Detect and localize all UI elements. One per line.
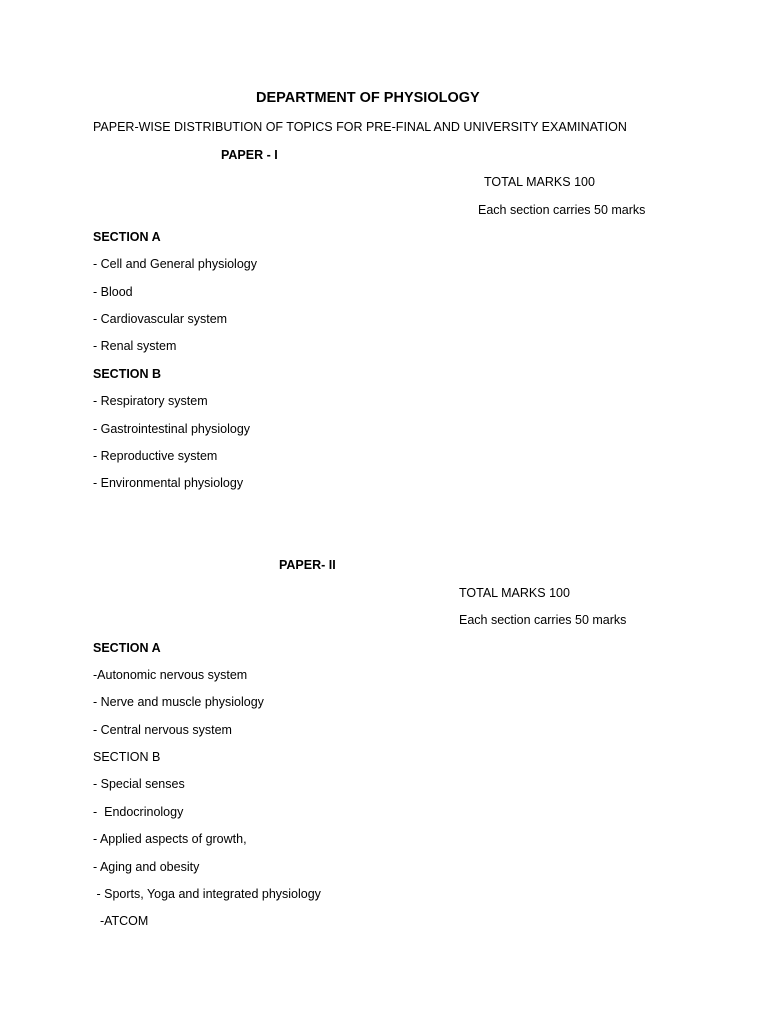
list-item: - Blood	[93, 285, 133, 299]
list-item: - Cell and General physiology	[93, 257, 257, 271]
list-item: - Central nervous system	[93, 723, 232, 737]
paper-2-heading: PAPER- II	[279, 558, 336, 572]
list-item: - Applied aspects of growth,	[93, 832, 247, 846]
list-item: - Nerve and muscle physiology	[93, 695, 264, 709]
list-item: -ATCOM	[93, 914, 149, 928]
list-item: - Renal system	[93, 339, 177, 353]
paper-1-section-b-heading: SECTION B	[93, 367, 162, 381]
paper-2-section-note: Each section carries 50 marks	[459, 613, 627, 627]
paper-2-section-a-heading: SECTION A	[93, 641, 161, 655]
list-item: -Autonomic nervous system	[93, 668, 248, 682]
page-subtitle: PAPER-WISE DISTRIBUTION OF TOPICS FOR PRE-FINAL AND UNIVERSITY EXAMINATION	[93, 120, 627, 134]
page-title: DEPARTMENT OF PHYSIOLOGY	[256, 90, 480, 106]
paper-1-total-marks: TOTAL MARKS 100	[484, 175, 595, 189]
list-item: - Respiratory system	[93, 394, 208, 408]
list-item: - Environmental physiology	[93, 476, 244, 490]
list-item: - Aging and obesity	[93, 860, 200, 874]
paper-1-section-a-heading: SECTION A	[93, 230, 161, 244]
list-item: - Special senses	[93, 777, 185, 791]
paper-1-section-note: Each section carries 50 marks	[478, 203, 646, 217]
list-item: - Sports, Yoga and integrated physiology	[93, 887, 321, 901]
list-item: - Gastrointestinal physiology	[93, 422, 251, 436]
paper-2-total-marks: TOTAL MARKS 100	[459, 586, 570, 600]
list-item: - Cardiovascular system	[93, 312, 228, 326]
paper-2-section-b-heading: SECTION B	[93, 750, 161, 764]
paper-1-heading: PAPER - I	[221, 148, 278, 162]
list-item: - Endocrinology	[93, 805, 184, 819]
list-item: - Reproductive system	[93, 449, 218, 463]
